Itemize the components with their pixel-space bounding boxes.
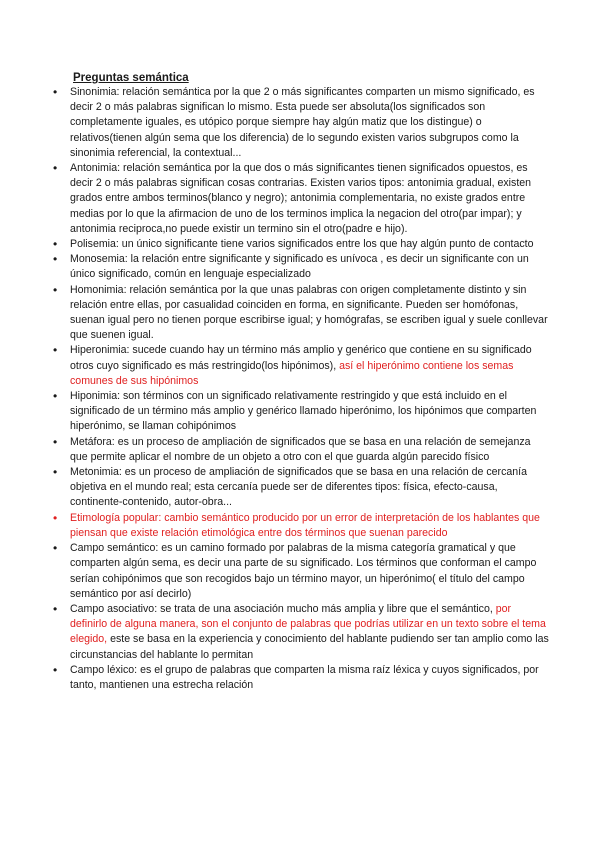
item-text: Metáfora: es un proceso de ampliación de significados que se basa en una relación de semejanza que permite aplicar el nombre de un objeto a otro con el que guarda algún parecido físico <box>70 435 531 463</box>
item-text: Etimología popular: cambio semántico producido por un error de interpretación de los hablantes que piensan que existe relación etimológica entre dos términos que suenan parecido <box>70 511 540 539</box>
highlighted-text: así el hiperónimo contiene los semas comunes de sus hipónimos <box>70 359 514 387</box>
list-item-metafora <box>50 435 550 465</box>
item-text: Metonimia: es un proceso de ampliación de significados que se basa en una relación de cercanía objetiva en el mundo real; esta cercanía puede ser de diferentes tipos: física, efecto-causa, continente-contenido, autor-obra... <box>70 466 527 509</box>
item-text: Hiperonimia: sucede cuando hay un término más amplio y genérico que contiene en su significado otros cuyo significado es más restringido(los hipónimos), <box>70 344 532 372</box>
item-text-tail: este se basa en la experiencia y conocimiento del hablante pudiendo ser tan amplio como las circunstancias del hablante lo permitan <box>70 633 549 661</box>
list-item-sinonimia <box>50 85 550 161</box>
list-item-etimologia-popular <box>50 511 550 541</box>
item-text: Homonimia: relación semántica por la que unas palabras con origen completamente distinto y sin relación entre ellas, por casualidad coinciden en forma, en significante. Pueden ser homófonas, suenan igual pero no tienen porque escribirse igual; y homógrafas, se escriben igual y suele conllevar que suenen igual. <box>70 283 548 342</box>
item-text: Polisemia: un único significante tiene varios significados entre los que hay algún punto de contacto <box>70 238 534 251</box>
list-item-antonimia <box>50 161 550 237</box>
item-text: Sinonimia: relación semántica por la que 2 o más significantes comparten un mismo significado, es decir 2 o más palabras significan lo mismo. Esta puede ser absoluta(los significados son completamente iguales, es utópico porque siempre hay algún matiz que los distingue) o relativos(tienen algún sema que los diferencia) de lo segundo existen varios subgrupos como la sinonimia referencial, la contextual... <box>70 86 535 159</box>
list-item-homonimia <box>50 283 550 344</box>
list-item-campo-lexico <box>50 663 550 693</box>
item-text: Antonimia: relación semántica por la que dos o más significantes tienen significados opuestos, es decir 2 o más palabras significan cosas contrarias. Existen varios tipos: antonimia gradual, existen grados entre ambos terminos(blanco y negro); antonimia complementaria, no existe grados entre medias por lo que la afirmacion de uno de los terminos implica la negacion del otro(par impar); y antonimia reciproca,no puede existir un termino sin el otro(padre e hijo). <box>70 162 532 235</box>
list-item-campo-asociativo <box>50 602 550 663</box>
item-text: Hiponimia: son términos con un significado relativamente restringido y que está incluido en el significado de un término más amplio y genérico llamado hiperónimo, los hipónimos que comparten hiperónimo, se llaman cohipónimos <box>70 390 537 433</box>
highlighted-text: por definirlo de alguna manera, son el conjunto de palabras que podrías utilizar en un texto sobre el tema elegido, <box>70 602 546 646</box>
list-item-metonimia <box>50 465 550 511</box>
item-text: Campo asociativo: se trata de una asociación mucho más amplia y libre que el semántico, <box>70 602 496 615</box>
list-item-hiperonimia <box>50 343 550 389</box>
item-text: Campo léxico: es el grupo de palabras que comparten la misma raíz léxica y cuyos significados, por tanto, mantienen una estrecha relación <box>70 663 539 691</box>
list-item-hiponimia <box>50 389 550 435</box>
item-text: Campo semántico: es un camino formado por palabras de la misma categoría gramatical y que comparten algún sema, es decir una parte de su significado. Los términos que conforman el campo serían cohipónimos que son recogidos bajo un término mayor, un hiperónimo( el título del campo semántico por así decirlo) <box>70 542 537 600</box>
list-item-campo-semantico <box>50 541 550 602</box>
document-title: Preguntas semántica <box>73 72 189 84</box>
list-item-monosemia <box>50 252 550 282</box>
list-item-polisemia <box>50 237 550 252</box>
item-text: Monosemia: la relación entre significante y significado es unívoca , es decir un significante con un único significado, común en lenguaje especializado <box>70 253 529 281</box>
definition-list <box>50 85 550 693</box>
